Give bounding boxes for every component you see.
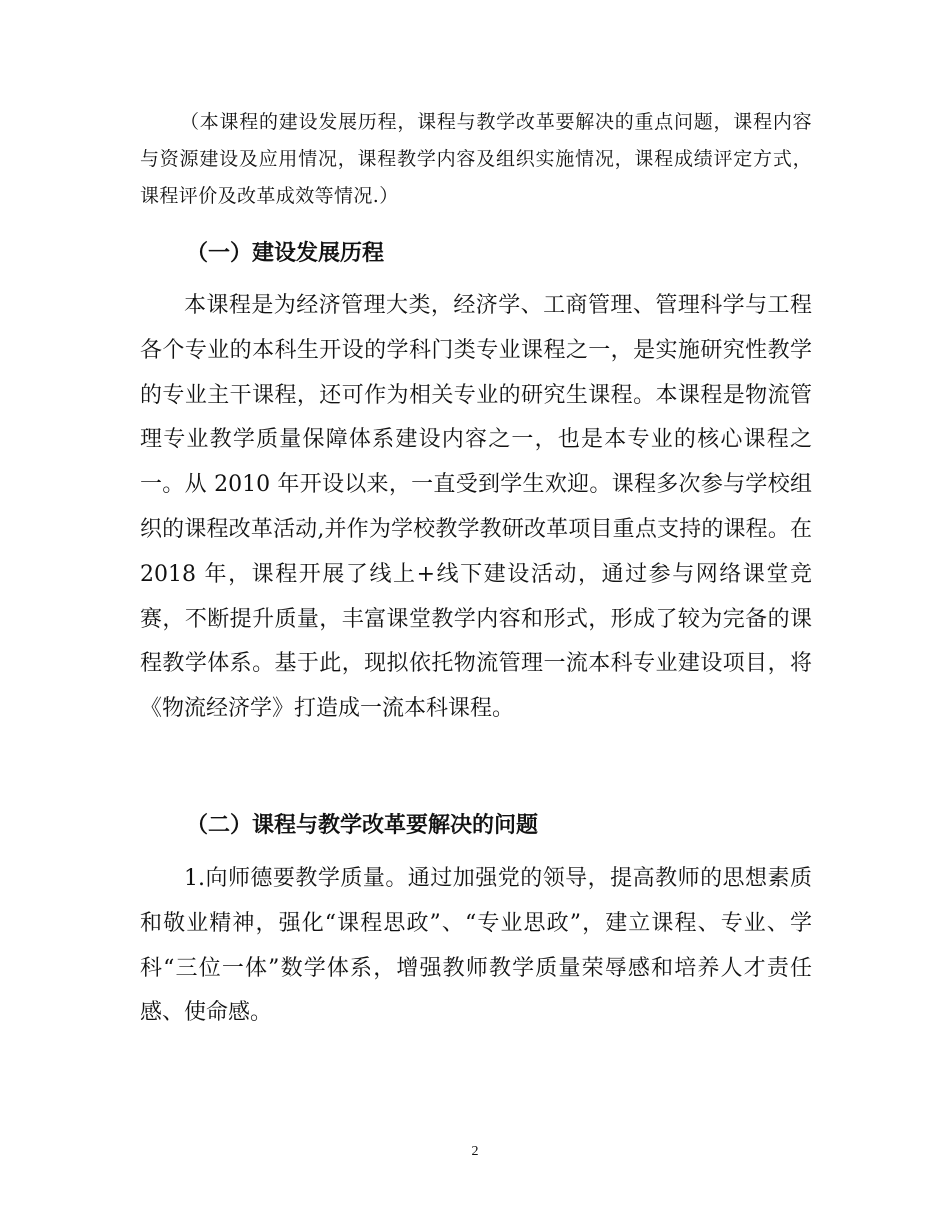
intro-note: （本课程的建设发展历程，课程与教学改革要解决的重点问题，课程内容与资源建设及应用情况，课程教学内容及组织实施情况，课程成绩评定方式，课程评价及改革成效等情况.）: [140, 111, 812, 207]
section-heading-reform-problems: （二）课程与教学改革要解决的问题: [186, 812, 539, 838]
section-paragraph-reform-problems: 1.向师德要教学质量。通过加强党的领导，提高教师的思想素质和敬业精神，强化“课程思政”、“专业思政”，建立课程、专业、学科“三位一体”数学体系，增强教师教学质量荣辱感和培养人才责任感、使命感。: [140, 866, 812, 1026]
page-number: 2: [471, 1144, 479, 1159]
section-paragraph-development-history: 本课程是为经济管理大类，经济学、工商管理、管理科学与工程各个专业的本科生开设的学科门类专业课程之一，是实施研究性教学的专业主干课程，还可作为相关专业的研究生课程。本课程是物流管理专业教学质量保障体系建设内容之一，也是本专业的核心课程之一。从 2010 年开设以来，一直受到学生欢迎。课程多次参与学校组织的课程改革活动,并作为学校教学教研改革项目重点支持的课程。在 2018 年，课程开展了线上+线下建设活动，通过参与网络课堂竞赛，不断提升质量，丰富课堂教学内容和形式，形成了较为完备的课程教学体系。基于此，现拟依托物流管理一流本科专业建设项目，将《物流经济学》打造成一流本科课程。: [140, 293, 812, 722]
section-heading-development-history: （一）建设发展历程: [186, 240, 385, 266]
